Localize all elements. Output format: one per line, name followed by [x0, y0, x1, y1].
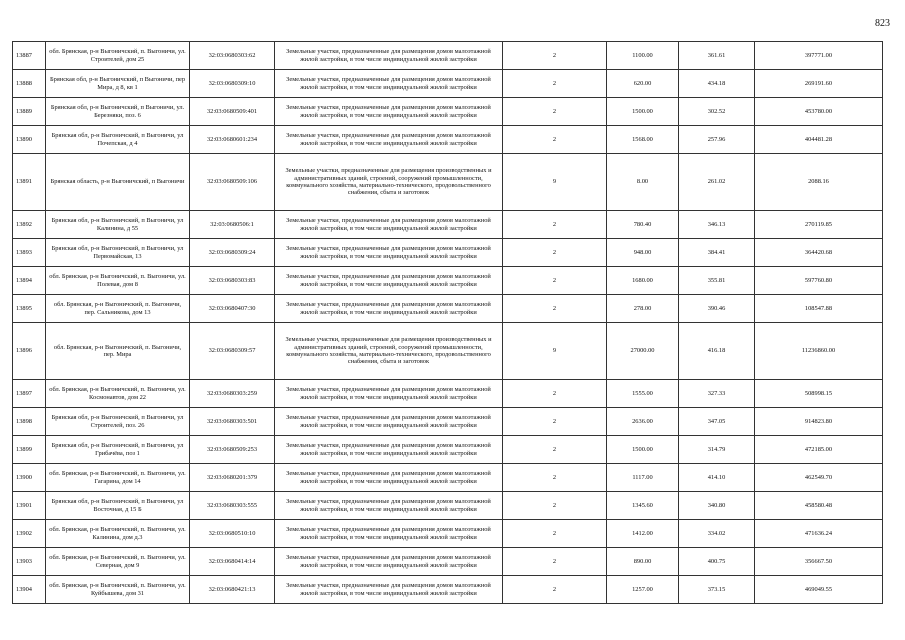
specific-value-cell: 400.75 — [679, 548, 755, 576]
table-row — [13, 154, 883, 211]
category-cell: 2 — [503, 576, 607, 604]
area-cell: 1500.00 — [607, 98, 679, 126]
category-cell: 2 — [503, 464, 607, 492]
table-row — [13, 436, 883, 464]
address-cell: обл. Брянская, р-н Выгоничский, п. Выгоничи, ул. Северная, дом 9 — [46, 548, 190, 576]
row-number-cell: 13895 — [13, 295, 46, 323]
area-cell: 27000.00 — [607, 323, 679, 380]
cadastral-value-cell: 356667.50 — [755, 548, 883, 576]
specific-value-cell: 361.61 — [679, 42, 755, 70]
row-number-cell: 13890 — [13, 126, 46, 154]
cadastral-number-cell: 32:03:0680509:253 — [190, 436, 275, 464]
specific-value-cell: 414.10 — [679, 464, 755, 492]
address-cell: обл. Брянская, р-н Выгоничский, п. Выгоничи, ул. Калинина, дом д.3 — [46, 520, 190, 548]
land-use-cell: Земельные участки, предназначенные для размещения домов малоэтажной жилой застройки, в том числе индивидуальной жилой застройки — [275, 436, 503, 464]
area-cell: 1257.00 — [607, 576, 679, 604]
cadastral-value-cell: 2088.16 — [755, 154, 883, 211]
table-row — [13, 576, 883, 604]
category-cell: 2 — [503, 126, 607, 154]
table-row — [13, 42, 883, 70]
specific-value-cell: 384.41 — [679, 239, 755, 267]
cadastral-number-cell: 32:03:0680303:501 — [190, 408, 275, 436]
land-use-cell: Земельные участки, предназначенные для размещения домов малоэтажной жилой застройки, в том числе индивидуальной жилой застройки — [275, 464, 503, 492]
area-cell: 8.00 — [607, 154, 679, 211]
address-cell: обл. Брянская, р-н Выгоничский, п. Выгоничи, ул. Гагарина, дом 14 — [46, 464, 190, 492]
cadastral-number-cell: 32:03:0680303:62 — [190, 42, 275, 70]
table-row — [13, 126, 883, 154]
category-cell: 2 — [503, 380, 607, 408]
address-cell: Брянская обл, р-н Выгоничский, п Выгоничи, ул. Березняки, поз. 6 — [46, 98, 190, 126]
category-cell: 2 — [503, 267, 607, 295]
cadastral-value-cell: 472185.00 — [755, 436, 883, 464]
cadastral-value-cell: 597760.80 — [755, 267, 883, 295]
address-cell: обл. Брянская, р-н Выгоничский, п. Выгоничи, ул. Полевая, дом 8 — [46, 267, 190, 295]
specific-value-cell: 334.02 — [679, 520, 755, 548]
address-cell: обл. Брянская, р-н Выгоничский, п. Выгоничи, пер. Мира — [46, 323, 190, 380]
cadastral-number-cell: 32:03:0680414:14 — [190, 548, 275, 576]
address-cell: Брянская обл, р-н Выгоничский, п Выгоничи, ул Почепская, д 4 — [46, 126, 190, 154]
table-row — [13, 380, 883, 408]
page-number: 823 — [875, 18, 890, 29]
area-cell: 620.00 — [607, 70, 679, 98]
row-number-cell: 13900 — [13, 464, 46, 492]
row-number-cell: 13893 — [13, 239, 46, 267]
cadastral-value-cell: 453780.00 — [755, 98, 883, 126]
cadastral-number-cell: 32:03:0680509:401 — [190, 98, 275, 126]
specific-value-cell: 346.13 — [679, 211, 755, 239]
land-use-cell: Земельные участки, предназначенные для размещения домов малоэтажной жилой застройки, в том числе индивидуальной жилой застройки — [275, 126, 503, 154]
cadastral-value-cell: 269191.60 — [755, 70, 883, 98]
cadastral-value-cell: 471636.24 — [755, 520, 883, 548]
cadastral-value-cell: 364420.68 — [755, 239, 883, 267]
table-row — [13, 267, 883, 295]
cadastral-value-cell: 108547.88 — [755, 295, 883, 323]
specific-value-cell: 340.80 — [679, 492, 755, 520]
category-cell: 9 — [503, 323, 607, 380]
category-cell: 2 — [503, 548, 607, 576]
row-number-cell: 13892 — [13, 211, 46, 239]
category-cell: 2 — [503, 492, 607, 520]
category-cell: 2 — [503, 408, 607, 436]
table-row — [13, 492, 883, 520]
row-number-cell: 13897 — [13, 380, 46, 408]
area-cell: 1412.00 — [607, 520, 679, 548]
table-body — [13, 42, 883, 604]
row-number-cell: 13889 — [13, 98, 46, 126]
specific-value-cell: 390.46 — [679, 295, 755, 323]
land-use-cell: Земельные участки, предназначенные для размещения домов малоэтажной жилой застройки, в том числе индивидуальной жилой застройки — [275, 548, 503, 576]
cadastral-number-cell: 32:03:0680506:1 — [190, 211, 275, 239]
address-cell: Брянская обл, р-н Выгоничский, п Выгоничи, пер Мира, д 8, кв 1 — [46, 70, 190, 98]
row-number-cell: 13894 — [13, 267, 46, 295]
land-use-cell: Земельные участки, предназначенные для размещения домов малоэтажной жилой застройки, в том числе индивидуальной жилой застройки — [275, 42, 503, 70]
land-registry-table — [12, 41, 883, 604]
land-use-cell: Земельные участки, предназначенные для размещения домов малоэтажной жилой застройки, в том числе индивидуальной жилой застройки — [275, 211, 503, 239]
table-row — [13, 211, 883, 239]
land-use-cell: Земельные участки, предназначенные для размещения домов малоэтажной жилой застройки, в том числе индивидуальной жилой застройки — [275, 492, 503, 520]
cadastral-number-cell: 32:03:0680601:234 — [190, 126, 275, 154]
cadastral-number-cell: 32:03:0680309:57 — [190, 323, 275, 380]
table-row — [13, 295, 883, 323]
row-number-cell: 13888 — [13, 70, 46, 98]
cadastral-value-cell: 270119.85 — [755, 211, 883, 239]
cadastral-number-cell: 32:03:0680201:379 — [190, 464, 275, 492]
land-use-cell: Земельные участки, предназначенные для размещения домов малоэтажной жилой застройки, в том числе индивидуальной жилой застройки — [275, 380, 503, 408]
area-cell: 1680.00 — [607, 267, 679, 295]
cadastral-number-cell: 32:03:0680510:10 — [190, 520, 275, 548]
table-row — [13, 70, 883, 98]
land-use-cell: Земельные участки, предназначенные для размещения домов малоэтажной жилой застройки, в том числе индивидуальной жилой застройки — [275, 267, 503, 295]
area-cell: 1117.00 — [607, 464, 679, 492]
cadastral-number-cell: 32:03:0680303:555 — [190, 492, 275, 520]
land-use-cell: Земельные участки, предназначенные для размещения домов малоэтажной жилой застройки, в том числе индивидуальной жилой застройки — [275, 576, 503, 604]
area-cell: 1500.00 — [607, 436, 679, 464]
cadastral-number-cell: 32:03:0680303:259 — [190, 380, 275, 408]
address-cell: Брянская обл, р-н Выгоничский, п Выгоничи, ул Строителей, поз. 26 — [46, 408, 190, 436]
area-cell: 2636.00 — [607, 408, 679, 436]
category-cell: 2 — [503, 520, 607, 548]
address-cell: обл. Брянская, р-н Выгоничский, п. Выгоничи, пер. Сальникова, дом 13 — [46, 295, 190, 323]
cadastral-number-cell: 32:03:0680309:24 — [190, 239, 275, 267]
address-cell: Брянская обл, р-н Выгоничский, п Выгоничи, ул Восточная, д 15 Б — [46, 492, 190, 520]
address-cell: Брянская область, р-н Выгоничский, п Выгоничи — [46, 154, 190, 211]
specific-value-cell: 327.33 — [679, 380, 755, 408]
address-cell: Брянская обл, р-н Выгоничский, п Выгоничи, ул Грибачёва, поз 1 — [46, 436, 190, 464]
table-row — [13, 323, 883, 380]
table-row — [13, 548, 883, 576]
specific-value-cell: 355.81 — [679, 267, 755, 295]
cadastral-number-cell: 32:03:0680407:30 — [190, 295, 275, 323]
table-row — [13, 520, 883, 548]
table-row — [13, 98, 883, 126]
area-cell: 948.00 — [607, 239, 679, 267]
cadastral-value-cell: 462549.70 — [755, 464, 883, 492]
cadastral-value-cell: 914823.80 — [755, 408, 883, 436]
area-cell: 1568.00 — [607, 126, 679, 154]
land-use-cell: Земельные участки, предназначенные для размещения домов малоэтажной жилой застройки, в том числе индивидуальной жилой застройки — [275, 295, 503, 323]
row-number-cell: 13887 — [13, 42, 46, 70]
specific-value-cell: 257.96 — [679, 126, 755, 154]
cadastral-value-cell: 404481.28 — [755, 126, 883, 154]
specific-value-cell: 416.18 — [679, 323, 755, 380]
category-cell: 2 — [503, 42, 607, 70]
cadastral-number-cell: 32:03:0680421:13 — [190, 576, 275, 604]
address-cell: Брянская обл, р-н Выгоничский, п Выгоничи, ул Калинина, д 55 — [46, 211, 190, 239]
specific-value-cell: 347.05 — [679, 408, 755, 436]
specific-value-cell: 302.52 — [679, 98, 755, 126]
row-number-cell: 13891 — [13, 154, 46, 211]
specific-value-cell: 261.02 — [679, 154, 755, 211]
cadastral-value-cell: 458580.48 — [755, 492, 883, 520]
table-row — [13, 408, 883, 436]
table-row — [13, 464, 883, 492]
table-row — [13, 239, 883, 267]
address-cell: Брянская обл, р-н Выгоничский, п Выгоничи, ул Первомайская, 13 — [46, 239, 190, 267]
area-cell: 1345.60 — [607, 492, 679, 520]
land-use-cell: Земельные участки, предназначенные для размещения домов малоэтажной жилой застройки, в том числе индивидуальной жилой застройки — [275, 520, 503, 548]
address-cell: обл. Брянская, р-н Выгоничский, п. Выгоничи, ул. Космонавтов, дом 22 — [46, 380, 190, 408]
area-cell: 1100.00 — [607, 42, 679, 70]
cadastral-number-cell: 32:03:0680509:106 — [190, 154, 275, 211]
land-use-cell: Земельные участки, предназначенные для размещения домов малоэтажной жилой застройки, в том числе индивидуальной жилой застройки — [275, 408, 503, 436]
specific-value-cell: 373.15 — [679, 576, 755, 604]
land-use-cell: Земельные участки, предназначенные для размещения домов малоэтажной жилой застройки, в том числе индивидуальной жилой застройки — [275, 239, 503, 267]
category-cell: 9 — [503, 154, 607, 211]
land-use-cell: Земельные участки, предназначенные для размещения домов малоэтажной жилой застройки, в том числе индивидуальной жилой застройки — [275, 98, 503, 126]
area-cell: 278.00 — [607, 295, 679, 323]
cadastral-value-cell: 11236860.00 — [755, 323, 883, 380]
category-cell: 2 — [503, 98, 607, 126]
row-number-cell: 13896 — [13, 323, 46, 380]
row-number-cell: 13898 — [13, 408, 46, 436]
area-cell: 890.00 — [607, 548, 679, 576]
category-cell: 2 — [503, 211, 607, 239]
row-number-cell: 13904 — [13, 576, 46, 604]
land-use-cell: Земельные участки, предназначенные для размещения производственных и административных зданий, строений, сооружений промышленности, коммунального хозяйства, материально-технического, продовольственного снабжения, сбыта и заготовок — [275, 323, 503, 380]
address-cell: обл. Брянская, р-н Выгоничский, п. Выгоничи, ул. Куйбышева, дом 31 — [46, 576, 190, 604]
area-cell: 780.40 — [607, 211, 679, 239]
row-number-cell: 13903 — [13, 548, 46, 576]
category-cell: 2 — [503, 239, 607, 267]
land-use-cell: Земельные участки, предназначенные для размещения домов малоэтажной жилой застройки, в том числе индивидуальной жилой застройки — [275, 70, 503, 98]
cadastral-number-cell: 32:03:0680303:83 — [190, 267, 275, 295]
cadastral-value-cell: 397771.00 — [755, 42, 883, 70]
row-number-cell: 13899 — [13, 436, 46, 464]
category-cell: 2 — [503, 295, 607, 323]
cadastral-number-cell: 32:03:0680309:10 — [190, 70, 275, 98]
row-number-cell: 13901 — [13, 492, 46, 520]
land-use-cell: Земельные участки, предназначенные для размещения производственных и административных зданий, строений, сооружений промышленности, коммунального хозяйства, материально-технического, продовольственного снабжения, сбыта и заготовок — [275, 154, 503, 211]
area-cell: 1555.00 — [607, 380, 679, 408]
category-cell: 2 — [503, 436, 607, 464]
address-cell: обл. Брянская, р-н Выгоничский, п. Выгоничи, ул. Строителей, дом 25 — [46, 42, 190, 70]
category-cell: 2 — [503, 70, 607, 98]
specific-value-cell: 434.18 — [679, 70, 755, 98]
row-number-cell: 13902 — [13, 520, 46, 548]
cadastral-value-cell: 508998.15 — [755, 380, 883, 408]
cadastral-value-cell: 469049.55 — [755, 576, 883, 604]
specific-value-cell: 314.79 — [679, 436, 755, 464]
